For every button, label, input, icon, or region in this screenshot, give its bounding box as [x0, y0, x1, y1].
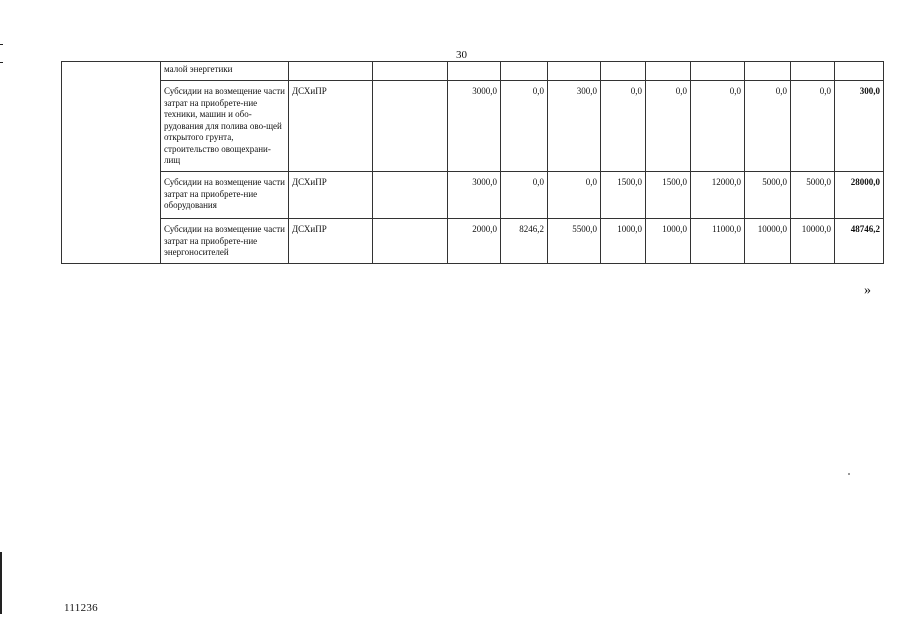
- value-cell: 1500,0: [646, 172, 691, 219]
- value-cell: 0,0: [501, 81, 548, 172]
- value-cell: [646, 62, 691, 81]
- row-label: Субсидии на возмещение части затрат на приобрете-ние энергоносителей: [161, 219, 289, 264]
- merged-blank-cell: [62, 62, 161, 264]
- scan-dot: [848, 473, 850, 475]
- table-row: [62, 172, 884, 219]
- empty-cell: [373, 172, 448, 219]
- total-cell: 300,0: [835, 81, 884, 172]
- value-cell: 8246,2: [501, 219, 548, 264]
- value-cell: 300,0: [548, 81, 601, 172]
- value-cell: 11000,0: [691, 219, 745, 264]
- value-cell: [448, 62, 501, 81]
- executor-cell: ДСХиПР: [289, 81, 373, 172]
- scan-edge-mark: [0, 62, 3, 63]
- document-code: 111236: [64, 602, 98, 614]
- value-cell: 1000,0: [646, 219, 691, 264]
- value-cell: [791, 62, 835, 81]
- table-row: [62, 62, 884, 81]
- row-label: Субсидии на возмещение части затрат на приобрете-ние оборудования: [161, 172, 289, 219]
- value-cell: [691, 62, 745, 81]
- executor-cell: [289, 62, 373, 81]
- value-cell: 10000,0: [791, 219, 835, 264]
- value-cell: 1000,0: [601, 219, 646, 264]
- value-cell: 10000,0: [745, 219, 791, 264]
- value-cell: [548, 62, 601, 81]
- value-cell: [501, 62, 548, 81]
- value-cell: 1500,0: [601, 172, 646, 219]
- page-number: 30: [456, 49, 467, 61]
- table-row: [62, 219, 884, 264]
- value-cell: 3000,0: [448, 172, 501, 219]
- value-cell: 0,0: [646, 81, 691, 172]
- value-cell: 0,0: [501, 172, 548, 219]
- value-cell: [601, 62, 646, 81]
- total-cell: 48746,2: [835, 219, 884, 264]
- empty-cell: [373, 81, 448, 172]
- row-label: малой энергетики: [161, 62, 289, 81]
- scan-edge-mark: [0, 44, 3, 45]
- executor-cell: ДСХиПР: [289, 172, 373, 219]
- budget-table: [61, 61, 884, 264]
- total-cell: [835, 62, 884, 81]
- value-cell: 3000,0: [448, 81, 501, 172]
- empty-cell: [373, 219, 448, 264]
- value-cell: 0,0: [791, 81, 835, 172]
- value-cell: 0,0: [745, 81, 791, 172]
- closing-quote: »: [864, 283, 871, 298]
- value-cell: 2000,0: [448, 219, 501, 264]
- table-row: [62, 81, 884, 172]
- value-cell: 12000,0: [691, 172, 745, 219]
- total-cell: 28000,0: [835, 172, 884, 219]
- value-cell: 5000,0: [745, 172, 791, 219]
- value-cell: 0,0: [548, 172, 601, 219]
- value-cell: 5500,0: [548, 219, 601, 264]
- value-cell: 0,0: [691, 81, 745, 172]
- value-cell: [745, 62, 791, 81]
- value-cell: 5000,0: [791, 172, 835, 219]
- value-cell: 0,0: [601, 81, 646, 172]
- executor-cell: ДСХиПР: [289, 219, 373, 264]
- row-label: Субсидии на возмещение части затрат на приобрете-ние техники, машин и обо-рудования для полива ово-щей открытого грунта, строительство овощехрани-лищ: [161, 81, 289, 172]
- scan-barcode-mark: [0, 552, 2, 614]
- empty-cell: [373, 62, 448, 81]
